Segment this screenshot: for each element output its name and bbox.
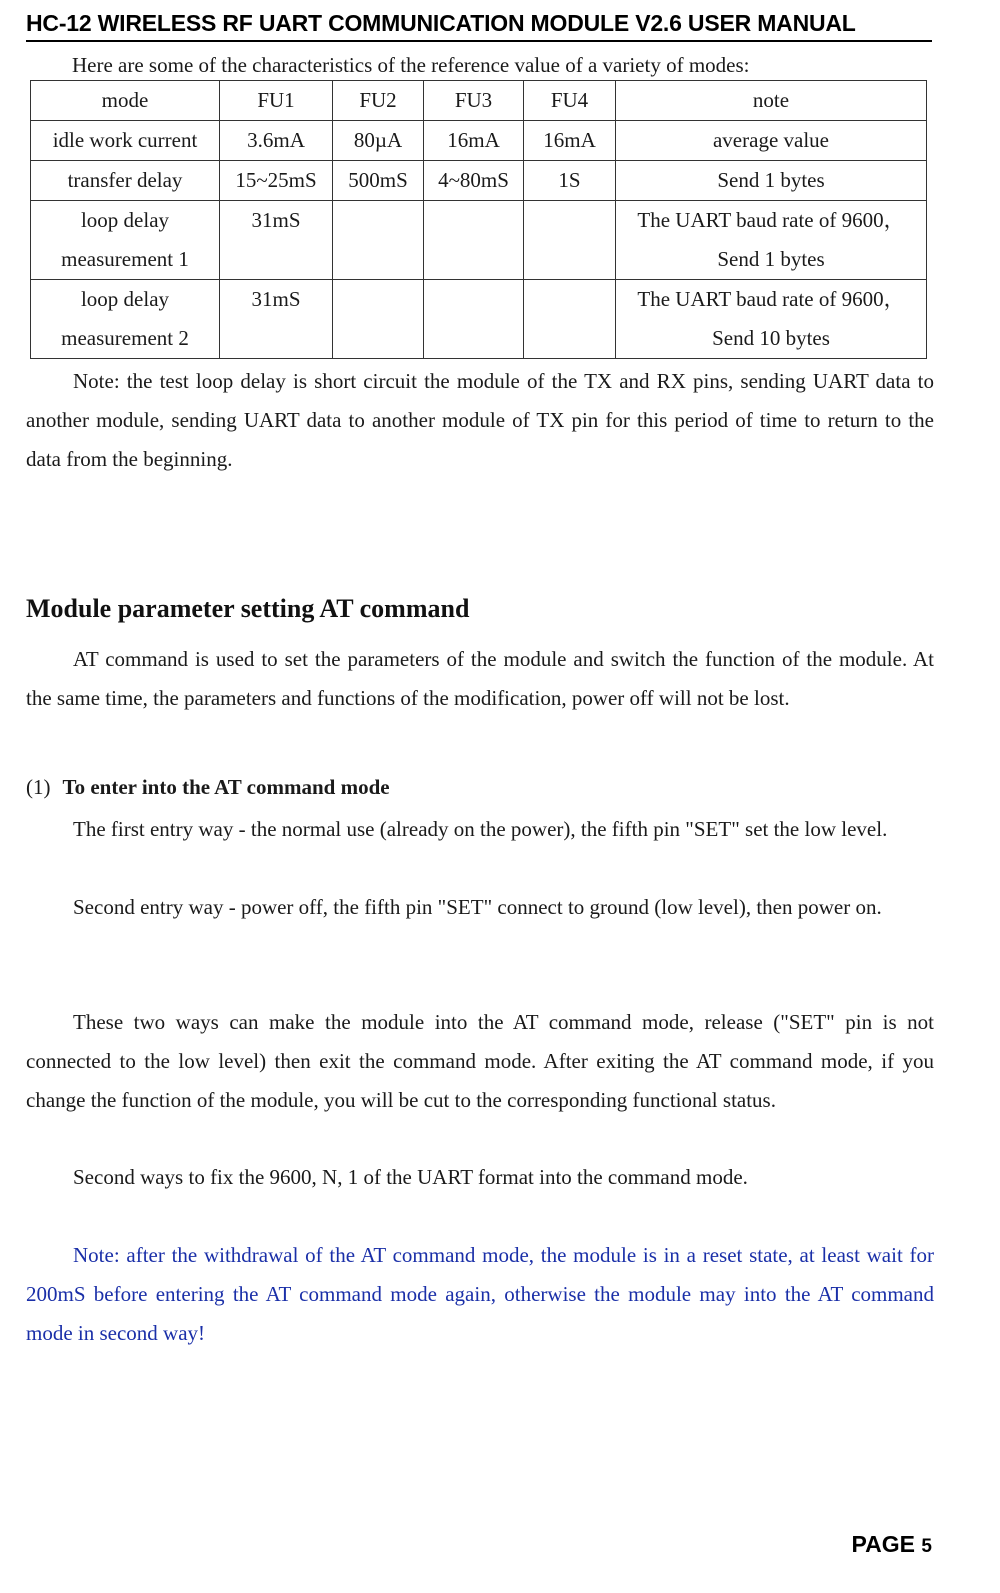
uart-format-text: Second ways to fix the 9600, N, 1 of the UART format into the command mode. [73,1165,748,1189]
document-header [26,8,932,42]
cell-fu2 [333,201,424,280]
note-line: Send 1 bytes [717,247,825,271]
exit-command-mode-text: These two ways can make the module into the AT command mode, release ("SET" pin is not connected to the low level) then exit the command mode. After exiting the AT command mode, if you change the function of the module, you will be cut to the corresponding functional status. [26,1010,934,1112]
cell-fu1: 15~25mS [220,161,333,201]
row-label [31,280,220,359]
subsection-title: To enter into the AT command mode [62,775,390,799]
header-fu3: FU3 [424,81,524,121]
at-command-intro: AT command is used to set the parameters of the module and switch the function of the module. At the same time, the parameters and functions of the modification, power off will not be lost. [26,647,934,710]
cell-fu4 [524,280,616,359]
subsection-heading [26,775,390,800]
table-row [31,121,927,161]
row-label-line: loop delay [80,287,170,311]
reset-state-note: Note: after the withdrawal of the AT command mode, the module is in a reset state, at least wait for 200mS before entering the AT command mode again, otherwise the module may into the AT command mode in second way! [26,1243,934,1345]
row-label-line: measurement 1 [61,247,189,271]
second-entry-way: Second entry way - power off, the fifth pin "SET" connect to ground (low level), then power on. [73,895,882,919]
row-label: idle work current [31,121,220,161]
cell-fu4: 16mA [524,121,616,161]
row-label [31,201,220,280]
first-entry-way: The first entry way - the normal use (already on the power), the fifth pin "SET" set the low level. [73,817,888,841]
mode-characteristics-table [30,80,927,359]
table-row [31,280,927,359]
cell-fu3: 4~80mS [424,161,524,201]
cell-note: average value [616,121,927,161]
cell-fu2 [333,280,424,359]
header-note: note [616,81,927,121]
row-label-line: measurement 2 [61,326,189,350]
table-intro-text: Here are some of the characteristics of the reference value of a variety of modes: [72,53,750,77]
page-number [852,1531,932,1558]
row-label: transfer delay [31,161,220,201]
cell-fu3: 16mA [424,121,524,161]
cell-fu2: 80µA [333,121,424,161]
cell-fu3 [424,201,524,280]
cell-fu4 [524,201,616,280]
page-label: PAGE [851,1531,916,1557]
cell-fu1: 3.6mA [220,121,333,161]
cell-note [616,280,927,359]
note-line: The UART baud rate of 9600， [637,208,905,232]
table-row [31,201,927,280]
note-line: Send 10 bytes [712,326,830,350]
table-row [31,161,927,201]
cell-fu1: 31mS [220,201,333,280]
header-fu4: FU4 [524,81,616,121]
section-heading: Module parameter setting AT command [26,594,470,623]
header-fu2: FU2 [333,81,424,121]
cell-fu3 [424,280,524,359]
cell-note: Send 1 bytes [616,161,927,201]
cell-note [616,201,927,280]
loop-delay-note: Note: the test loop delay is short circuit the module of the TX and RX pins, sending UART data to another module, sending UART data to another module of TX pin for this period of time to return to the data from the beginning. [26,369,934,471]
page-number-value: 5 [921,1536,932,1557]
cell-fu4: 1S [524,161,616,201]
row-label-line: loop delay [80,208,170,232]
note-line: The UART baud rate of 9600， [637,287,905,311]
subsection-number: (1) [26,775,51,799]
header-mode: mode [31,81,220,121]
cell-fu2: 500mS [333,161,424,201]
document-title: HC-12 WIRELESS RF UART COMMUNICATION MODULE V2.6 USER MANUAL [26,10,856,36]
header-fu1: FU1 [220,81,333,121]
table-header-row [31,81,927,121]
cell-fu1: 31mS [220,280,333,359]
